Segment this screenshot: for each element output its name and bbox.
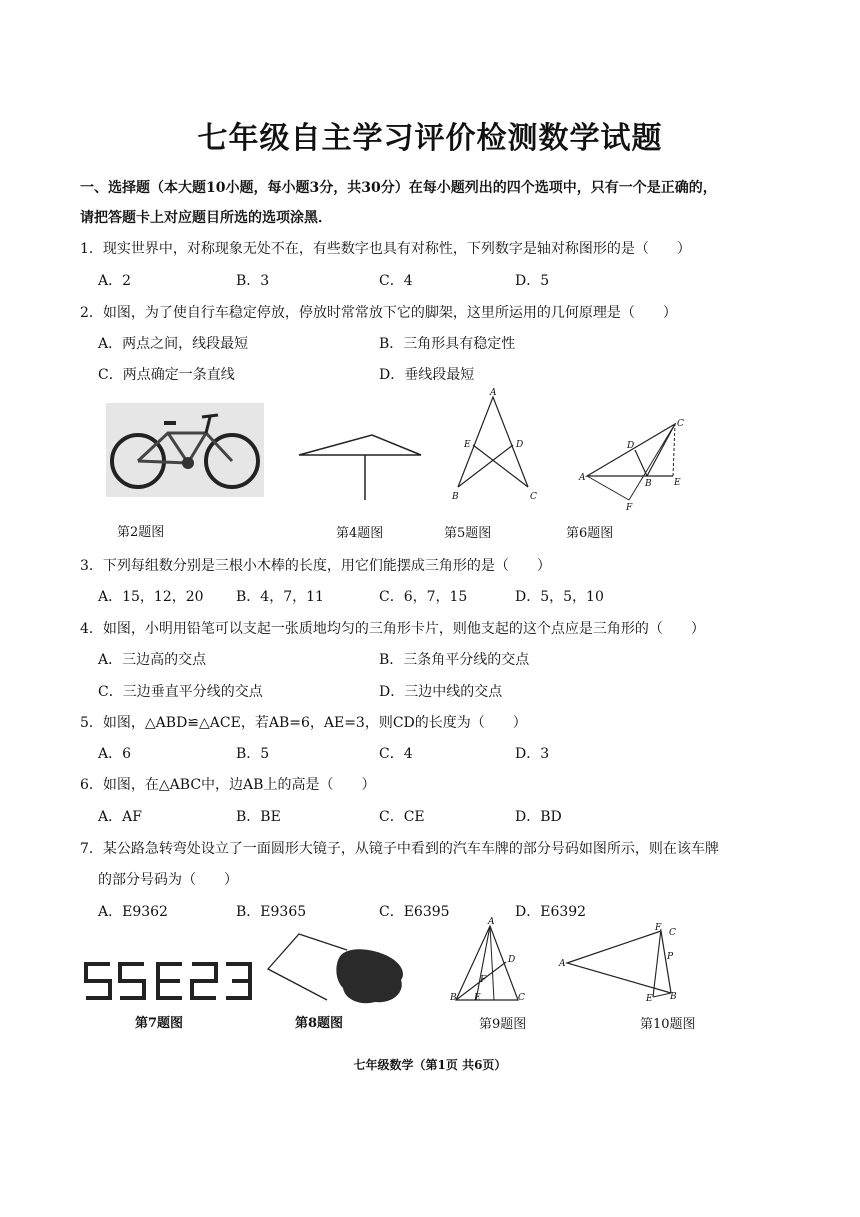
fig6-label-d: D xyxy=(627,441,635,451)
fig6-triangle-diagram xyxy=(577,418,689,513)
fig10-label-c: C xyxy=(669,928,676,938)
fig9-label-f: F xyxy=(480,975,487,985)
fig5-label-a: A xyxy=(490,388,497,398)
section-instructions-line1: 一、选择题（本大题10小题，每小题3分，共30分）在每小题列出的四个选项中，只有一个是正确的， xyxy=(80,180,717,196)
q2-option-c: C．两点确定一条直线 xyxy=(98,367,235,383)
q6-option-b: B．BE xyxy=(236,809,281,825)
fig5-label-c: C xyxy=(530,492,537,502)
question-7-stem-line1: 7．某公路急转弯处设立了一面圆形大镜子，从镜子中看到的汽车车牌的部分号码如图所示，则在该车牌 xyxy=(80,841,719,857)
fig10-label-f: F xyxy=(655,923,662,933)
q4-option-a: A．三边高的交点 xyxy=(98,652,207,668)
fig6-label-b: B xyxy=(645,479,652,489)
fig7-caption: 第7题图 xyxy=(135,1016,184,1031)
fig8-caption: 第8题图 xyxy=(295,1016,344,1031)
exam-title: 七年级自主学习评价检测数学试题 xyxy=(197,121,663,156)
fig6-label-f: F xyxy=(626,503,633,513)
question-5-stem: 5．如图，△ABD≌△ACE，若AB=6，AE=3，则CD的长度为（ ） xyxy=(80,715,527,731)
q6-option-d: D．BD xyxy=(515,809,562,825)
fig5-label-b: B xyxy=(452,492,459,502)
question-3-stem: 3．下列每组数分别是三根小木棒的长度，用它们能摆成三角形的是（ ） xyxy=(80,558,551,574)
q5-option-b: B．5 xyxy=(236,746,270,762)
fig9-label-b: B xyxy=(450,993,457,1003)
q1-option-d: D．5 xyxy=(515,273,550,289)
fig8-broken-triangle xyxy=(265,930,410,1010)
fig10-label-b: B xyxy=(670,992,677,1002)
fig10-label-e: E xyxy=(646,994,653,1004)
fig10-triangle-diagram xyxy=(557,921,682,1007)
fig4-card-pencil xyxy=(297,432,427,504)
page-footer: 七年级数学（第1页 共6页） xyxy=(353,1058,507,1072)
q1-option-c: C．4 xyxy=(379,273,413,289)
q7-option-b: B．E9365 xyxy=(236,904,307,920)
fig5-caption: 第5题图 xyxy=(444,526,492,541)
fig9-label-e: E xyxy=(474,993,481,1003)
q3-option-b: B．4，7，11 xyxy=(236,589,324,605)
fig9-label-c: C xyxy=(518,993,525,1003)
fig9-caption: 第9题图 xyxy=(479,1017,527,1032)
section-instructions-line2: 请把答题卡上对应题目所选的选项涂黑． xyxy=(80,210,332,226)
q1-option-b: B．3 xyxy=(236,273,270,289)
fig10-label-p: P xyxy=(667,952,674,962)
q7-option-d: D．E6392 xyxy=(515,904,587,920)
fig6-label-e: E xyxy=(674,478,681,488)
fig6-caption: 第6题图 xyxy=(566,526,614,541)
fig10-caption: 第10题图 xyxy=(640,1017,696,1032)
q7-option-c: C．E6395 xyxy=(379,904,450,920)
fig9-triangle-diagram xyxy=(450,918,530,1008)
fig5-label-d: D xyxy=(516,440,524,450)
q3-option-a: A．15，12，20 xyxy=(98,589,204,605)
q2-option-d: D．垂线段最短 xyxy=(379,367,475,383)
question-1-stem: 1．现实世界中，对称现象无处不在，有些数字也具有对称性，下列数字是轴对称图形的是（ ） xyxy=(80,241,691,257)
question-2-stem: 2．如图，为了使自行车稳定停放，停放时常常放下它的脚架，这里所运用的几何原理是（ ） xyxy=(80,305,677,321)
q3-option-c: C．6，7，15 xyxy=(379,589,468,605)
fig9-label-a: A xyxy=(488,917,495,927)
fig7-mirrored-plate-digits xyxy=(82,960,257,1002)
fig10-label-a: A xyxy=(559,959,566,969)
question-7-stem-line2: 的部分号码为（ ） xyxy=(98,872,238,888)
q6-option-c: C．CE xyxy=(379,809,425,825)
q6-option-a: A．AF xyxy=(98,809,142,825)
fig6-label-a: A xyxy=(579,473,586,483)
q5-option-a: A．6 xyxy=(98,746,132,762)
q4-option-d: D．三边中线的交点 xyxy=(379,684,503,700)
q2-option-b: B．三角形具有稳定性 xyxy=(379,336,516,352)
fig5-label-e: E xyxy=(464,440,471,450)
question-4-stem: 4．如图，小明用铅笔可以支起一张质地均匀的三角形卡片，则他支起的这个点应是三角形的（ ） xyxy=(80,621,705,637)
q2-option-a: A．两点之间，线段最短 xyxy=(98,336,249,352)
q5-option-d: D．3 xyxy=(515,746,550,762)
q5-option-c: C．4 xyxy=(379,746,413,762)
question-6-stem: 6．如图，在△ABC中，边AB上的高是（ ） xyxy=(80,777,376,793)
q4-option-b: B．三条角平分线的交点 xyxy=(379,652,530,668)
bicycle-photo xyxy=(106,403,264,497)
q1-option-a: A．2 xyxy=(98,273,132,289)
fig2-caption: 第2题图 xyxy=(117,525,165,540)
fig9-label-d: D xyxy=(508,955,516,965)
fig4-caption: 第4题图 xyxy=(336,526,384,541)
q7-option-a: A．E9362 xyxy=(98,904,168,920)
fig6-label-c: C xyxy=(677,419,684,429)
q4-option-c: C．三边垂直平分线的交点 xyxy=(98,684,263,700)
q3-option-d: D．5，5，10 xyxy=(515,589,604,605)
fig5-triangle-diagram xyxy=(450,385,542,505)
